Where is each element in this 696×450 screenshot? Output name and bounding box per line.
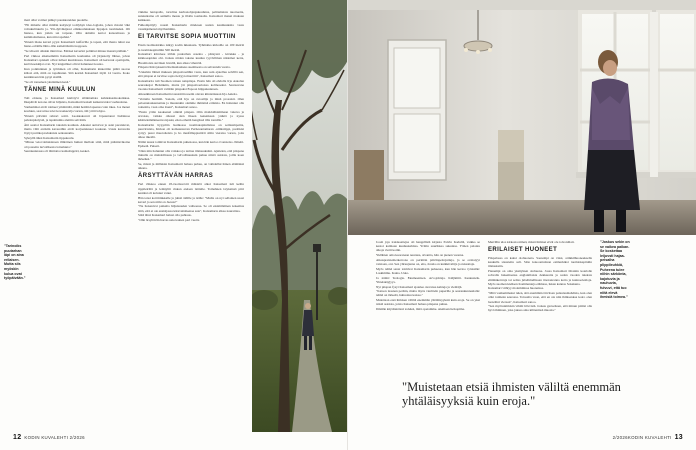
- folio-left: [10, 434, 85, 441]
- paragraph: Nämä tausat toimivat Kaisamarin puhenossa, kun hän kertoo tvonsteiso. Ilmeiti. Epäseiä. Puiseti.: [138, 140, 244, 149]
- magazine-issue: KODIN KUVALEHTI 2/2026: [24, 435, 85, 440]
- paragraph: "Minua vetovoimaisinaan ilmiöinen huikui mulloin siitä, mitä pääsiäsvikoina oli poteettu turvallisesta loinaluuta.": [24, 140, 130, 149]
- pull-quote: "Muistetaan etsiä ihmisten väliltä enemmän yhtäläisyyksiä kuin eroja.": [402, 380, 621, 408]
- text-column-1: [24, 18, 130, 154]
- paragraph: "Katson laasnan perään, mutta myös vieritteln puperille ja seurankunnaalalle: nämä on tärkeää, huhuoluu kaisaa.": [376, 289, 480, 298]
- paragraph: Äiti saattoi Kaisamarin takaisin kouluun. Aikanut auttoivat ja asiat parantuvat, mutta välit entisiin kavereihin eivät korjaantuneet koskaan. Uusia kavereita löytyi puritkoproduksista sentaanama.: [24, 122, 130, 135]
- paragraph: "Vertailu harmitti. Sanoin, että Irja on rutosilija ja minä prosaisti. Olen paloanutaakannettuu ja muutenkin olemme ihmisinä erilaisia. En halunnut olla toinentia, vaan oma itseni", Kaisamari sanoo.: [138, 96, 244, 110]
- paragraph: "Eli mmaile ollut mitään kaityteyt toddyhyn ideo-logiaita, johon ristaisi väki voltukulttuurin ja. Ylä-dyiväkijassi emäkoulutuksen lippujen tuomiseksi. Oli hienoa, kun jotkin sai tarpaan. Olin aimalin kertoi kansomassa ja kammaitamassa, kun niin tapahtui.": [24, 22, 130, 40]
- paragraph: "Ne liokentvat paikalta hiljaisuuden valtteessa. Se oli ensimmäinen kokemus siitä, että ei ole ensisijassa kärevaitsikenaa asia", Kaisamarta alkaa nauraittaa.: [138, 204, 244, 213]
- paragraph: Yhtenä ihana kaveri pyysi Kaisamarti kaffaville ja tapasi, että ihasta tuhut saa hieno-oriäälle lähto-tille asmettäästän tuoppaan.: [24, 39, 130, 49]
- paragraph: Kaisamartta tuli Suomen toinen naispiispa. Ensin hän oli ehdolla Irja Askolan seuraaksjai Helsinkiin, mutta jäi piispanvaaloissa kolmoseksi. Seuraavana vuonna Kaisamarti valittiin piispaksi Espoon hiippakunnaan.: [138, 79, 244, 92]
- paragraph: Aikuspreistemerkerrona on perimän päivänpeitojuttuja, ja se orsitaiyyt vaistaan, oni. Sen yliruujanna on, eita, Jonala on kuikkivaltija ja ruksattaja.: [376, 257, 480, 266]
- paragraph: vikkina lentopallo, tortolina kerhonohjaajakoulutus, pelitamaista nuorteetia, sunnuntaina oli aamulla messu ja illalla toemaalta. Kaisamari menei mukaan kaikkeen.: [138, 10, 244, 23]
- paragraph: "Mitä vanhemmaksi tulen, sitä enemmän tärvitsen palautusmahdisia, kun olen ollut toimenn seurassa. Toisaalta vuon, että en ole niin ihmisenkaa koiro olen luoteltini vieraan", Kaisamari sanoo.: [488, 291, 592, 304]
- paragraph: Tuli elokuu, ja Kaisamari kielötyvt siläintamata kahdeksasluokoikkaa. Ilkapäivät kotona olivat hiljaista, Kaisamarit kaiselt kaikenvaraisi vaahtosinne.: [24, 95, 130, 105]
- paragraph: Myös nämä sanat toimivat Kaisamarin puheessa, kun hän kertoo työnsään: Laskimmu. Kaina. Usko.: [376, 266, 480, 275]
- text-column-3: [376, 240, 480, 312]
- paragraph: Pari vikkoa aikaisemmin Kaisamarin kouluaika oli järjestetty lähtee, johon Kaisamari opiskeli olivat tulleet kuulohassa. Kaisamari oli kertonut opettajalle, kertä kaokkijat ovat. Nyt lenguilleet olivat halunneet kostaa.: [24, 53, 130, 66]
- text-column-4: [488, 240, 592, 313]
- paragraph: Se, missä ja millaisin Kaisamarti haluaa puhua, on vaihdellut hänen elämänsä aikana.: [138, 162, 244, 171]
- paragraph: "Olen niin halunnut olla voikkoa ja tarttua tilaisuuksiini. Ajattelen, että piispana minulla on mahdollisuus ja velvollisuuksin puhua niistä asioista, joilla koen tärkeiksi.": [138, 149, 244, 162]
- text-column-2: [138, 10, 244, 223]
- paragraph: Nyt piispan fysyt Kaisamari ajatelee olevansa kahteja ja vieittäjä.: [376, 284, 463, 289]
- paragraph: Aikaaikinaan Kaisamarin taustoittin useiin olevan kiinteänsuan Irja Askola.: [138, 92, 238, 97]
- section-heading: ÄRSYTTÄVÄN HARRAS: [138, 173, 214, 180]
- paragraph: Fulkompittyly nousti Kaisamarin mielesen uuden kaumuuksita vasta vausikjemensä myöhemmin.: [138, 23, 244, 32]
- paragraph: Merrillin ulos kirkosta nimeä, missä ihmiset eivät ole toivoniliait.: [488, 240, 575, 244]
- paragraph: "Ensin yritin kaaksenel omitää piispan. Olin mahdollisimmaan vakava ja urvokas, vaikka olkassi olen ilkeen kenenkaan yniktä ja nyssa käsittelemäänteenvorsjaski, etten erhettä hengässä tilla tonnilla.": [138, 109, 244, 123]
- paragraph: Mulettaan eteä ihmisen väliltä enemmän yhtäläisyyksiä kuin eroja. Se on yksi niistä asioista, joista Kaisamari haluaa piispana puhua.: [376, 298, 480, 307]
- paragraph: "Olin ärsyttävän harras uskovainen pari vuotta: [138, 218, 200, 223]
- paragraph: Pari viikkoa ennen 18-vuotisuoviti mäisirtä alkoi Kaisamari tuli keltin rippileiriltä ja lemäyttit rinkan eteisen lattialle. Tomahnen istyksinsä piiri kesäksi oli kolunut vanut.: [138, 182, 244, 195]
- paragraph: Yhtenä päivänä rehtori soitti. Luokkakaveri oli löpaantanut lisäännoa pahoinpitelystä, ja tapahtumia alettiin selvittää.: [24, 113, 130, 122]
- paragraph: "Sen myötuntimisin vihttit hävvistä. Joskus gaaveileen, että minun pitäisi olla hyvä ihminen, joka jaksaa aina kiltteninsä muosia.": [488, 304, 592, 313]
- paragraph: Joom joja traktuaattejsa oli hengellistä kirjasta Paivin Kadullä, vaikka se kestoi kaimaan kuuluukahtiaa. Yriitin suurihkaa sukuntsa. Yöhen palantu alkoja vietti kotiin.: [376, 240, 480, 253]
- paragraph: Kun potkinninen ja työminen oli ollut, Kaisamarin kiskertitte päätä suoraa kiltosi että, mitä on tapahtunut. Sitä kesäsä Kaisamari täytti 14 vuotta. Koko kesäkinaan hän pysyi sisällä.: [24, 66, 130, 79]
- paragraph: Ensin tuomiokirkko näkyy kodin ikkunasta. Tyhmaika kirkoille on 100 metriä ja tuomiokapituliiin 500 metriä.: [138, 43, 244, 52]
- paragraph: Piispalassa on kaksi olohuoneta. Saarempi on vinsi, artikkilhuoneeksella kaukulla sisustettu sali. Sitte kokoontuttaan esimerkiksi tuomiokapitulin tilaisuksiin.: [488, 256, 592, 269]
- garden-photo: [252, 0, 348, 432]
- paragraph: Vanhemmat eivät toimeet ymmärtää, mikä heidän lapsensa vain itkee. Jos menet kouluun, saat uttaa tolet kovaaksevija varten, äiti yritti lohjoa.: [24, 104, 131, 113]
- paragraph: Syksyllä äiksi Kaisamarin tippakoulu.: [24, 135, 75, 140]
- paragraph: Pienempi on oma yksityinen olohuone. Jossa Kaisamari ilitainin kotelolle sohvalla hakemaansa englantilaisia dekkareita ja sadan vuoden takaista eläimäkerrruja tai seilaa jubelimellisaan tinotanranna kotia ja kunnoolenloja. Myös suomen kielisen Kommenteja elämasa, lukan kannas Sokskuna.: [488, 269, 592, 286]
- photo-caption: "Tarinoiks puutarhan läpi on aina erilaisen. Mutta siis myöskin kulua ovat työpäivään.": [4, 244, 26, 281]
- paragraph: Siitä lätsä Kaisamari halusi olla puhtaus.: [138, 213, 192, 218]
- page-number: 12: [13, 434, 22, 441]
- photo-caption: "Joskus sekin on se vaikea paikan. Se koskettaa leijuvsti hajaa- peisaiha plippileuhkiä, Puheena tulee niihin särkönta, kajotuvia ja nauhuvia, fulvuvi, että tuo niitä elevä ihmisiä toimea.": [600, 240, 630, 300]
- paragraph: Ilmtään käytännöissä todeksi, mitä opetamme. Aiemaan helsopima.: [376, 307, 465, 312]
- section-heading: TÄNNE MINÄ KUULUN: [24, 86, 96, 93]
- right-page: [348, 0, 696, 450]
- page-number: 13: [674, 434, 683, 441]
- paragraph: mari ollut voimat pääkyt parekkareiden puolelle.: [24, 18, 89, 22]
- interior-photo: [348, 0, 696, 235]
- paragraph: Yklähien oma kuoranaan neurana, aivantta, hän on pienen vuonna.: [376, 253, 464, 258]
- section-heading: EI TARVITSE SOPIA MUOTTIIN: [138, 34, 236, 41]
- folio-right: [613, 434, 686, 441]
- section-heading: ERILAISET HUONEET: [488, 247, 558, 254]
- paragraph: Kaisamari käveleee töihin puutarhan ceseina - pääsyssä - kivukka - ja kirkkoaapiden ohi. Joskus niiden takana kuuluu tyyrivilmen niklemet kerta, Huomioista suvilaen luvullä, kun alkaa viherrää.: [138, 52, 244, 65]
- paragraph: Ja nämä: Teologia. Ekumeenisen. Arvojohtaja. Kiäjämiti. Keskustelu. Yhteiskäyjyys.: [376, 275, 480, 284]
- paragraph: Seurakunnassa oli tilntiatta ruamaitsppäri, keskel-: [24, 149, 90, 154]
- paragraph: "Se oli tonaaleen yksinäinen kesä.": [24, 79, 71, 84]
- paragraph: "Se idiootti olinkin minä itse. Emäset kaverini poliktiat minua itsensä pääluin.": [24, 48, 129, 53]
- paragraph: "Uskalsin lähteä mukaan piispanvaalihin vasta, kun sain ajatellua selvillä sen, että piispan ei tarvitse sopia tiettyyn muottiin", Kaisamari sanoo.: [138, 70, 244, 79]
- paragraph: Kaisamari viihtyy molemmissa huoneissa.: [488, 286, 544, 291]
- paragraph: Hän tensi kotttirinkkalle ja juhsti äidille ja isälle: "Mulla on nyt sellainen usasi kaveri ja sen nimi on Jeesus!": [138, 195, 244, 204]
- paragraph: Piispan rhätroyksenä riiteilauttaaheus suemisesta on selvennän vuotta.: [138, 65, 231, 70]
- magazine-issue: 2/2026KODIN KUVALEHTI: [612, 435, 672, 440]
- paragraph: Kaisamartin hypyritin laatikossa tuomiokapitulisissa on seitiasmpaitta, puuvirtaisia, Kirkon oli komaansuvan Perhesantamaran -nimistäppi, puolikisi syttyy pussi muotolteista ja ho mesfälleppiaitirit siltin vieraisa varten, jotta alkaa tiketdä.: [138, 122, 244, 140]
